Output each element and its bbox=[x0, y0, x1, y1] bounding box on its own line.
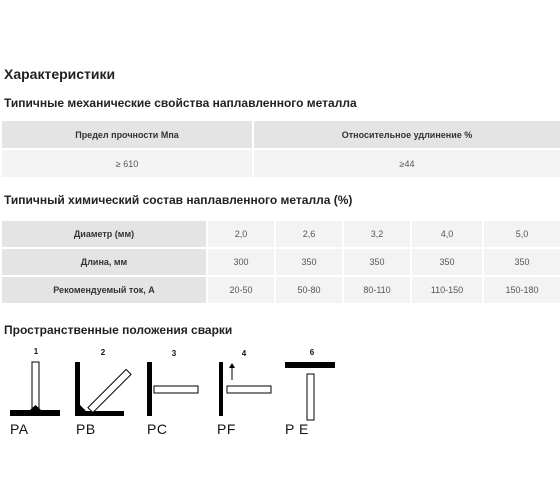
chemical-composition-table bbox=[0, 219, 560, 305]
row-label-current: Рекомендуемый ток, А bbox=[2, 277, 206, 303]
position-pa-icon bbox=[10, 362, 60, 416]
header-cell-strength: Предел прочности Мпа bbox=[2, 121, 252, 148]
welding-positions-title: Пространственные положения сварки bbox=[4, 323, 233, 337]
mechanical-properties-table bbox=[0, 119, 560, 179]
mechanical-properties-title: Типичные механические свойства наплавленного металла bbox=[4, 96, 357, 110]
position-label-pf: PF bbox=[217, 421, 236, 437]
row-label-diameter: Диаметр (мм) bbox=[2, 221, 206, 247]
table-cell: 350 bbox=[344, 249, 410, 275]
page-heading: Характеристики bbox=[4, 66, 116, 82]
position-label-pa: PA bbox=[10, 421, 29, 437]
value-cell-elongation: ≥44 bbox=[254, 150, 560, 177]
position-label-pb: PB bbox=[76, 421, 96, 437]
table-cell: 2,0 bbox=[208, 221, 274, 247]
table-row bbox=[2, 150, 560, 177]
table-cell: 4,0 bbox=[412, 221, 482, 247]
table-cell: 50-80 bbox=[276, 277, 342, 303]
position-label-pc: PC bbox=[147, 421, 168, 437]
table-cell: 20-50 bbox=[208, 277, 274, 303]
table-row bbox=[2, 121, 560, 148]
position-number-4: 4 bbox=[241, 349, 247, 358]
position-number-1: 1 bbox=[33, 347, 39, 356]
table-cell: 80-110 bbox=[344, 277, 410, 303]
table-cell: 3,2 bbox=[344, 221, 410, 247]
position-pb-icon bbox=[75, 362, 131, 416]
position-pf-icon bbox=[219, 362, 271, 416]
table-row bbox=[2, 221, 560, 247]
position-pc-icon bbox=[147, 362, 198, 416]
table-cell: 300 bbox=[208, 249, 274, 275]
row-label-length: Длина, мм bbox=[2, 249, 206, 275]
position-number-3: 3 bbox=[171, 349, 177, 358]
chemical-composition-title: Типичный химический состав наплавленного металла (%) bbox=[4, 193, 353, 207]
table-cell: 350 bbox=[412, 249, 482, 275]
value-cell-strength: ≥ 610 bbox=[2, 150, 252, 177]
position-pe-icon bbox=[285, 362, 335, 420]
header-cell-elongation: Относительное удлинение % bbox=[254, 121, 560, 148]
table-row bbox=[2, 277, 560, 303]
welding-positions-diagram bbox=[0, 340, 560, 422]
position-number-2: 2 bbox=[100, 348, 106, 357]
table-cell: 150-180 bbox=[484, 277, 560, 303]
table-cell: 5,0 bbox=[484, 221, 560, 247]
position-label-pe: P E bbox=[285, 421, 309, 437]
table-cell: 2,6 bbox=[276, 221, 342, 247]
position-number-6: 6 bbox=[309, 348, 315, 357]
table-row bbox=[2, 249, 560, 275]
table-cell: 350 bbox=[484, 249, 560, 275]
table-cell: 110-150 bbox=[412, 277, 482, 303]
table-cell: 350 bbox=[276, 249, 342, 275]
